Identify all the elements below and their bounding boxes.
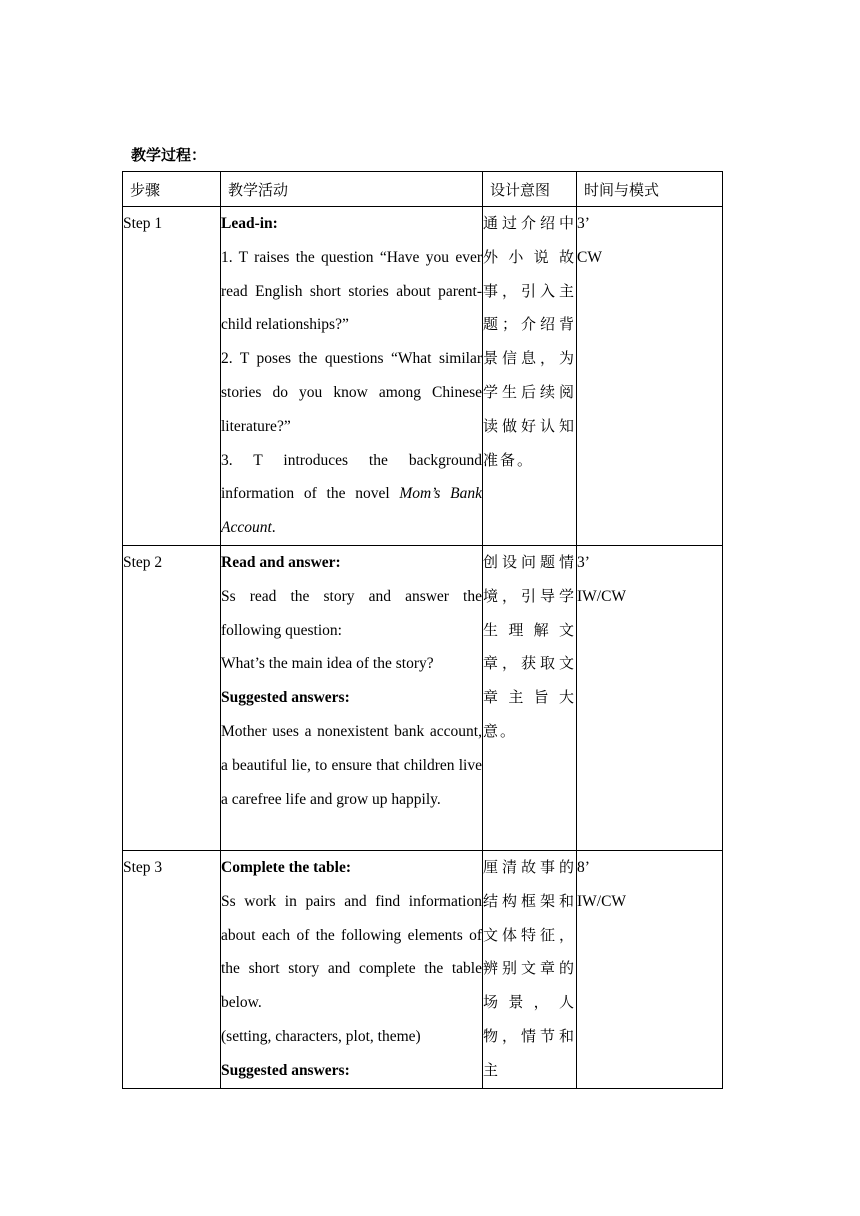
activity-item: 3. T introduces the background information of the novel [221,451,482,503]
activity-cell [221,546,483,851]
answer-text: Mother uses a nonexistent bank account, a beautiful lie, to ensure that children live a carefree life and grow up happily. [221,722,482,808]
activity-cell [221,851,483,1089]
header-time-mode: 时间与模式 [577,172,723,207]
step-label: Step 2 [123,554,163,571]
step-label: Step 1 [123,215,163,232]
activity-title: Lead-in: [221,215,278,232]
answer-title: Suggested answers: [221,689,350,707]
time-label: 3’ [577,554,590,571]
step-cell [123,207,221,546]
mode-label: IW/CW [577,892,627,910]
header-step: 步骤 [123,172,221,207]
step-label: Step 3 [123,859,163,876]
header-activity: 教学活动 [221,172,483,207]
table-row [123,207,723,546]
step-cell [123,546,221,851]
activity-item: 2. T poses the questions “What similar stories do you know among Chinese literature?” [221,350,482,435]
time-mode-cell [577,207,723,546]
activity-cell [221,207,483,546]
table-row [123,851,723,1089]
activity-text: Ss read the story and answer the following question: [221,587,482,639]
activity-item: 1. T raises the question “Have you ever read English short stories about parent-child relationships?” [221,248,482,334]
activity-elements: (setting, characters, plot, theme) [221,1027,421,1045]
novel-title: Mom’s Bank Account [221,485,482,537]
intent-cell: 通过介绍中外小说故事，引入主题；介绍背景信息，为学生后续阅读做好认知准备。 [483,207,577,546]
step-cell [123,851,221,1089]
table-row [123,546,723,851]
time-label: 8’ [577,859,590,876]
header-intent: 设计意图 [483,172,577,207]
lesson-table [122,171,723,1089]
time-mode-cell [577,851,723,1089]
mode-label: IW/CW [577,587,627,605]
activity-item-with-title [221,444,482,545]
activity-text: Ss work in pairs and find information about each of the following elements of the short story and complete the table below. [221,892,482,1012]
activity-tail: . [271,519,276,537]
time-label: 3’ [577,215,590,232]
answer-title: Suggested answers: [221,1061,350,1079]
mode-label: CW [577,248,602,266]
section-heading: 教学过程： [131,146,207,164]
activity-title: Complete the table: [221,859,351,876]
activity-title: Read and answer: [221,554,341,571]
intent-cell: 厘清故事的结构框架和文体特征，辨别文章的场景，人物，情节和主 [483,851,577,1089]
table-header-row [123,172,723,207]
intent-cell: 创设问题情境，引导学生理解文章，获取文章主旨大意。 [483,546,577,851]
activity-question: What’s the main idea of the story? [221,655,434,673]
time-mode-cell [577,546,723,851]
